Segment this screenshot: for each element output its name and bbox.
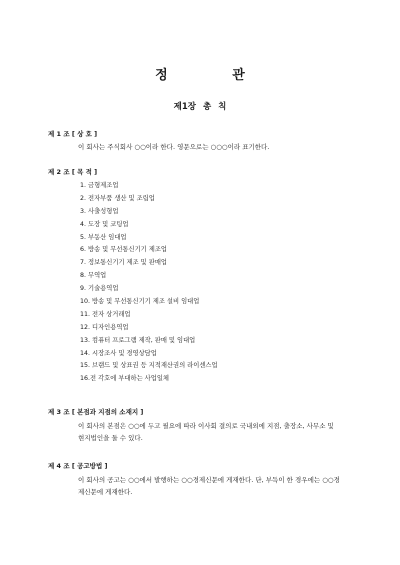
list-item: 12. 디자인용역업	[80, 323, 129, 331]
article-3-text: 이 회사의 본점은 ○○에 두고 필요에 따라 이사회 결의로 국내외에 지점, 출장소, 사무소 및 현지법인을 둘 수 있다.	[78, 422, 334, 442]
list-item: 6. 방송 및 무선통신기기 제조업	[80, 246, 168, 254]
list-item: 5. 부동산 임대업	[80, 233, 127, 241]
list-item: 13. 컴퓨터 프로그램 제작, 판매 및 임대업	[80, 336, 196, 344]
article-1-heading: 제 1 조 [ 상 호 ]	[48, 130, 98, 138]
article-3-heading: 제 3 조 [ 본점과 지점의 소재지 ]	[48, 408, 144, 416]
list-item: 8. 무역업	[80, 272, 107, 280]
article-1-text: 이 회사는 주식회사 ○○이라 한다. 영문으로는 ○○○이라 표기한다.	[78, 143, 270, 151]
list-item: 9. 기술용역업	[80, 285, 119, 293]
article-2-item-list	[80, 180, 218, 386]
list-item: 3. 사출성형업	[80, 207, 119, 215]
document-title: 정 관	[155, 68, 275, 83]
list-item: 11. 전자 상거래업	[80, 310, 131, 318]
article-4-heading: 제 4 조 [ 공고방법 ]	[48, 462, 108, 470]
list-item: 2. 전자부품 생산 및 조립업	[80, 194, 155, 202]
list-item: 14. 시장조사 및 경영상담업	[80, 349, 157, 357]
list-item: 10. 방송 및 무선통신기기 제조 설비 임대업	[80, 298, 200, 306]
list-item: 15. 브랜드 및 상표권 등 지적재산권의 라이센스업	[80, 362, 218, 370]
article-4-text: 이 회사의 공고는 ○○에서 발행하는 ○○경제신문에 게재한다. 단, 부득이 한 경우에는 ○○경제신문에 게재한다.	[78, 476, 340, 496]
list-item: 4. 도장 및 코팅업	[80, 220, 129, 228]
list-item: 7. 정보통신기기 제조 및 판매업	[80, 259, 168, 267]
chapter-heading: 제1장 총 칙	[173, 102, 227, 112]
list-item: 16.전 각호에 부대하는 사업일체	[80, 375, 170, 383]
list-item: 1. 금형제조업	[80, 182, 119, 189]
article-2-heading: 제 2 조 [ 목 적 ]	[48, 168, 98, 176]
